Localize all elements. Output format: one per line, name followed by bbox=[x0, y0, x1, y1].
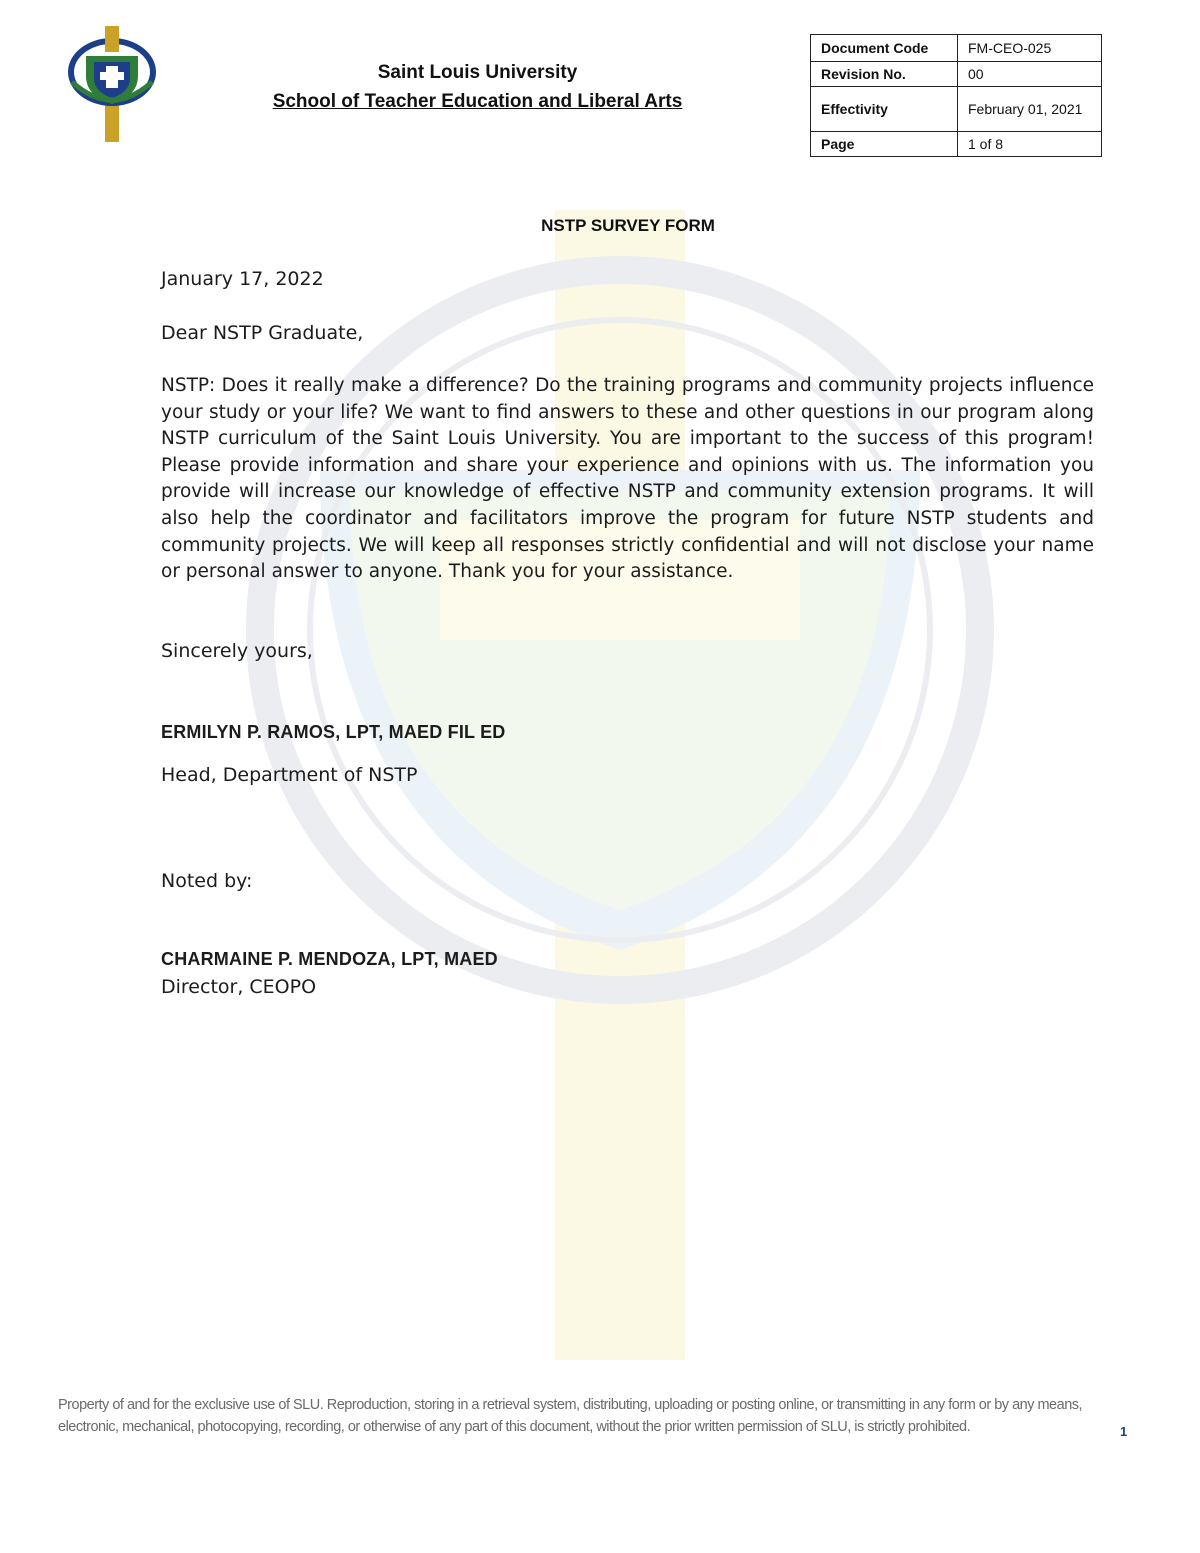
footer-notice: Property of and for the exclusive use of SLU. Reproduction, storing in a retrieval system, distributing, uploading or posting online, or transmitting in any form or by any means, electronic, mechanical, photocopying, recording, or otherwise of any part of this document, without the prior written permission of SLU, is strictly prohibited. bbox=[58, 1397, 1083, 1435]
revision-label: Revision No. bbox=[811, 62, 958, 87]
signatory-2-name: CHARMAINE P. MENDOZA, LPT, MAED bbox=[161, 949, 498, 969]
letter-date: January 17, 2022 bbox=[161, 268, 324, 290]
school-name: School of Teacher Education and Liberal Arts bbox=[272, 91, 683, 112]
table-row bbox=[811, 87, 1102, 132]
document-code-value: FM-CEO-025 bbox=[958, 35, 1102, 62]
university-name: Saint Louis University bbox=[377, 62, 578, 83]
signatory-1-title: Head, Department of NSTP bbox=[161, 764, 418, 786]
signatory-2-title: Director, CEOPO bbox=[161, 976, 317, 998]
noted-by-label: Noted by: bbox=[161, 870, 253, 892]
signatory-1-name: ERMILYN P. RAMOS, LPT, MAED FIL ED bbox=[161, 722, 506, 742]
effectivity-value: February 01, 2021 bbox=[958, 87, 1102, 132]
page-number: 1 bbox=[1120, 1424, 1128, 1439]
form-title: NSTP SURVEY FORM bbox=[541, 216, 715, 235]
page-value: 1 of 8 bbox=[958, 132, 1102, 157]
effectivity-label: Effectivity bbox=[811, 87, 958, 132]
letter-body: NSTP: Does it really make a difference? Do the training programs and community projects influence your study or your life? We want to find answers to these and other questions in our program along NSTP curriculum of the Saint Louis University. You are important to the success of this program! Please provide information and share your experience and opinions with us. The information you provide will increase our knowledge of effective NSTP and community extension programs. It will also help the coordinator and facilitators improve the program for future NSTP students and community projects. We will keep all responses strictly confidential and will not disclose your name or personal answer to anyone. Thank you for your assistance. bbox=[161, 375, 1094, 583]
page-label: Page bbox=[811, 132, 958, 157]
table-row bbox=[811, 62, 1102, 87]
document-info-table bbox=[810, 34, 1102, 157]
table-row bbox=[811, 35, 1102, 62]
letter-closing: Sincerely yours, bbox=[161, 640, 313, 662]
table-row bbox=[811, 132, 1102, 157]
revision-value: 00 bbox=[958, 62, 1102, 87]
slu-logo-icon bbox=[64, 26, 160, 142]
letter-greeting: Dear NSTP Graduate, bbox=[161, 322, 364, 344]
document-code-label: Document Code bbox=[811, 35, 958, 62]
university-header bbox=[250, 58, 705, 116]
